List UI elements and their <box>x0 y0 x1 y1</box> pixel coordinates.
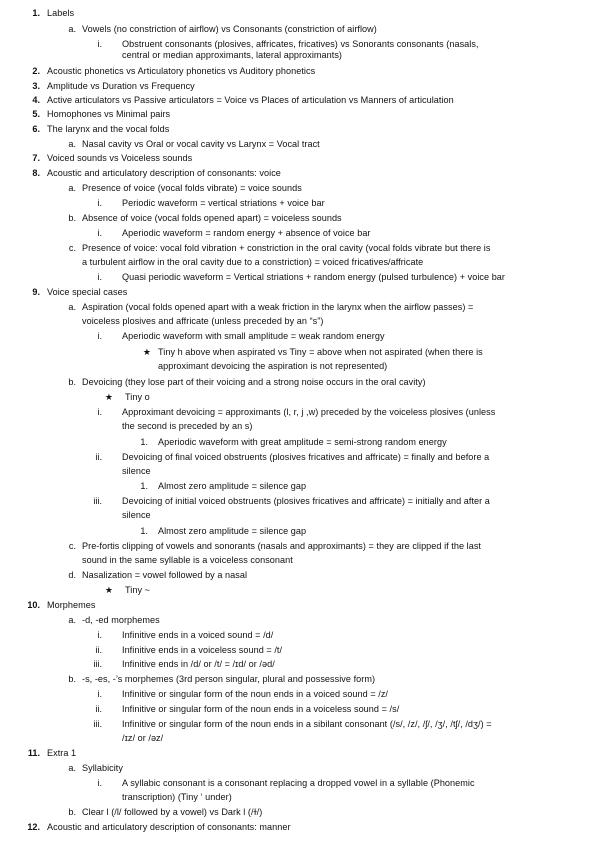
list-item-text: Infinitive or singular form of the noun ends in a voiceless sound = /s/ <box>122 704 400 714</box>
list-marker: a. <box>68 183 76 193</box>
list-item-text: Homophones vs Minimal pairs <box>47 109 171 119</box>
list-item-text: Aperiodic waveform with great amplitude = semi-strong random energy <box>158 437 447 447</box>
list-marker: c. <box>68 541 76 551</box>
list-item-text: Acoustic phonetics vs Articulatory phonetics vs Auditory phonetics <box>47 66 316 76</box>
list-marker: ii. <box>95 645 102 655</box>
list-item-text: Infinitive ends in a voiced sound = /d/ <box>122 630 274 640</box>
list-marker: 10. <box>27 600 40 610</box>
list-marker: iii. <box>93 496 102 506</box>
list-item-text: silence <box>122 466 151 476</box>
list-item-text: Devoicing (they lose part of their voicing and a strong noise occurs in the oral cavity) <box>82 377 426 387</box>
list-marker: d. <box>68 570 76 580</box>
list-item-text: -d, -ed morphemes <box>82 615 160 625</box>
list-marker: a. <box>68 139 76 149</box>
list-marker: 1. <box>140 481 148 491</box>
list-item-text: central or median approximants, lateral approximants) <box>122 50 342 60</box>
list-item-text: Tiny o <box>125 392 150 402</box>
list-item-text: Acoustic and articulatory description of consonants: voice <box>47 168 281 178</box>
list-marker: i. <box>97 407 102 417</box>
list-item-text: -s, -es, -’s morphemes (3rd person singular, plural and possessive form) <box>82 674 376 684</box>
list-item-text: Amplitude vs Duration vs Frequency <box>47 81 195 91</box>
list-item-text: Nasalization = vowel followed by a nasal <box>82 570 248 580</box>
list-marker: iii. <box>93 659 102 669</box>
list-item-text: Extra 1 <box>47 748 77 758</box>
list-marker: ii. <box>95 452 102 462</box>
list-item-text: Devoicing of final voiced obstruents (plosives fricatives and affricate) = finally and before a <box>122 452 490 462</box>
list-marker: i. <box>97 198 102 208</box>
list-marker: i. <box>97 331 102 341</box>
list-item-text: Infinitive or singular form of the noun ends in a voiced sound = /z/ <box>122 689 389 699</box>
list-marker: 6. <box>32 124 40 134</box>
list-marker: 1. <box>140 526 148 536</box>
list-item-text: Periodic waveform = vertical striations + voice bar <box>122 198 325 208</box>
list-marker: 1. <box>140 437 148 447</box>
list-item-text: Devoicing of initial voiced obstruents (plosives fricatives and affricate) = initially and after a <box>122 496 490 506</box>
list-marker: b. <box>68 807 76 817</box>
list-marker: c. <box>68 243 76 253</box>
list-marker: ii. <box>95 704 102 714</box>
list-item-text: Almost zero amplitude = silence gap <box>158 481 307 491</box>
list-item-text: The larynx and the vocal folds <box>47 124 170 134</box>
list-marker: 9. <box>32 287 40 297</box>
list-item-text: Aspiration (vocal folds opened apart with a weak friction in the larynx when the airflow passes) = <box>82 302 474 312</box>
list-marker: 2. <box>32 66 40 76</box>
list-item-text: Labels <box>47 8 75 18</box>
list-marker: 12. <box>27 822 40 832</box>
list-item-text: Infinitive ends in a voiceless sound = /t/ <box>122 645 283 655</box>
list-item-text: Acoustic and articulatory description of consonants: manner <box>47 822 291 832</box>
list-item-text: Active articulators vs Passive articulators = Voice vs Places of articulation vs Manners of articulation <box>47 95 454 105</box>
star-bullet-icon: ★ <box>104 585 113 595</box>
list-item-text: Presence of voice: vocal fold vibration + constriction in the oral cavity (vocal folds vibrate but there is <box>82 243 491 253</box>
list-marker: 5. <box>32 109 40 119</box>
list-marker: i. <box>97 272 102 282</box>
list-item-text: Aperiodic waveform = random energy + absence of voice bar <box>122 228 371 238</box>
list-marker: 11. <box>27 748 40 758</box>
list-item-text: voiceless plosives and affricate (unless preceded by an “s”) <box>82 316 324 326</box>
list-item-text: Vowels (no constriction of airflow) vs Consonants (constriction of airflow) <box>82 24 377 34</box>
list-item-text: Clear l (/l/ followed by a vowel) vs Dark l (/ɫ/) <box>82 807 263 817</box>
list-marker: iii. <box>93 719 102 729</box>
list-item-text: Tiny h above when aspirated vs Tiny = above when not aspirated (when there is <box>158 347 483 357</box>
list-item-text: Morphemes <box>47 600 96 610</box>
list-item-text: silence <box>122 510 151 520</box>
list-marker: b. <box>68 213 76 223</box>
list-item-text: Presence of voice (vocal folds vibrate) = voice sounds <box>82 183 302 193</box>
list-item-text: approximant devoicing the aspiration is not represented) <box>158 361 388 371</box>
list-item-text: Aperiodic waveform with small amplitude = weak random energy <box>122 331 385 341</box>
list-item-text: Tiny ~ <box>125 585 150 595</box>
list-marker: b. <box>68 377 76 387</box>
list-marker: b. <box>68 674 76 684</box>
list-item-text: Infinitive ends in /d/ or /t/ = /ɪd/ or /əd/ <box>122 659 275 669</box>
list-marker: 4. <box>32 95 40 105</box>
list-item-text: Infinitive or singular form of the noun ends in a sibilant consonant (/s/, /z/, /ʃ/, /ʒ/, /tʃ/, /dʒ/) = <box>122 719 492 729</box>
list-item-text: Approximant devoicing = approximants (l, r, j ,w) preceded by the voiceless plosives (unless <box>122 407 496 417</box>
list-item-text: sound in the same syllable is a voiceless consonant <box>82 555 293 565</box>
list-item-text: the second is preceded by an s) <box>122 421 253 431</box>
list-item-text: Voiced sounds vs Voiceless sounds <box>47 153 193 163</box>
list-item-text: A syllabic consonant is a consonant replacing a dropped vowel in a syllable (Phonemic <box>122 778 475 788</box>
list-marker: i. <box>97 689 102 699</box>
list-marker: 7. <box>32 153 40 163</box>
list-marker: i. <box>97 778 102 788</box>
list-item-text: Nasal cavity vs Oral or vocal cavity vs Larynx = Vocal tract <box>82 139 320 149</box>
list-marker: a. <box>68 24 76 34</box>
list-marker: i. <box>97 630 102 640</box>
list-marker: a. <box>68 615 76 625</box>
list-item-text: Almost zero amplitude = silence gap <box>158 526 307 536</box>
list-item-text: Absence of voice (vocal folds opened apart) = voiceless sounds <box>82 213 342 223</box>
list-marker: i. <box>97 39 102 49</box>
list-item-text: Voice special cases <box>47 287 128 297</box>
list-item-text: a turbulent airflow in the oral cavity due to a constriction) = voiced fricatives/affricate <box>82 257 424 267</box>
list-item-text: Pre-fortis clipping of vowels and sonorants (nasals and approximants) = they are clipped if the last <box>82 541 482 551</box>
list-marker: 3. <box>32 81 40 91</box>
list-marker: a. <box>68 302 76 312</box>
star-bullet-icon: ★ <box>142 347 151 357</box>
list-marker: 1. <box>32 8 40 18</box>
list-item-text: Syllabicity <box>82 763 123 773</box>
list-marker: i. <box>97 228 102 238</box>
star-bullet-icon: ★ <box>104 392 113 402</box>
list-item-text: /ɪz/ or /əz/ <box>122 733 164 743</box>
list-item-text: Obstruent consonants (plosives, affricates, fricatives) vs Sonorants consonants (nasals, <box>122 39 479 49</box>
list-item-text: Quasi periodic waveform = Vertical striations + random energy (pulsed turbulence) + voice bar <box>122 272 505 282</box>
list-item-text: transcription) (Tiny ‘ under) <box>122 792 232 802</box>
list-marker: a. <box>68 763 76 773</box>
list-marker: 8. <box>32 168 40 178</box>
